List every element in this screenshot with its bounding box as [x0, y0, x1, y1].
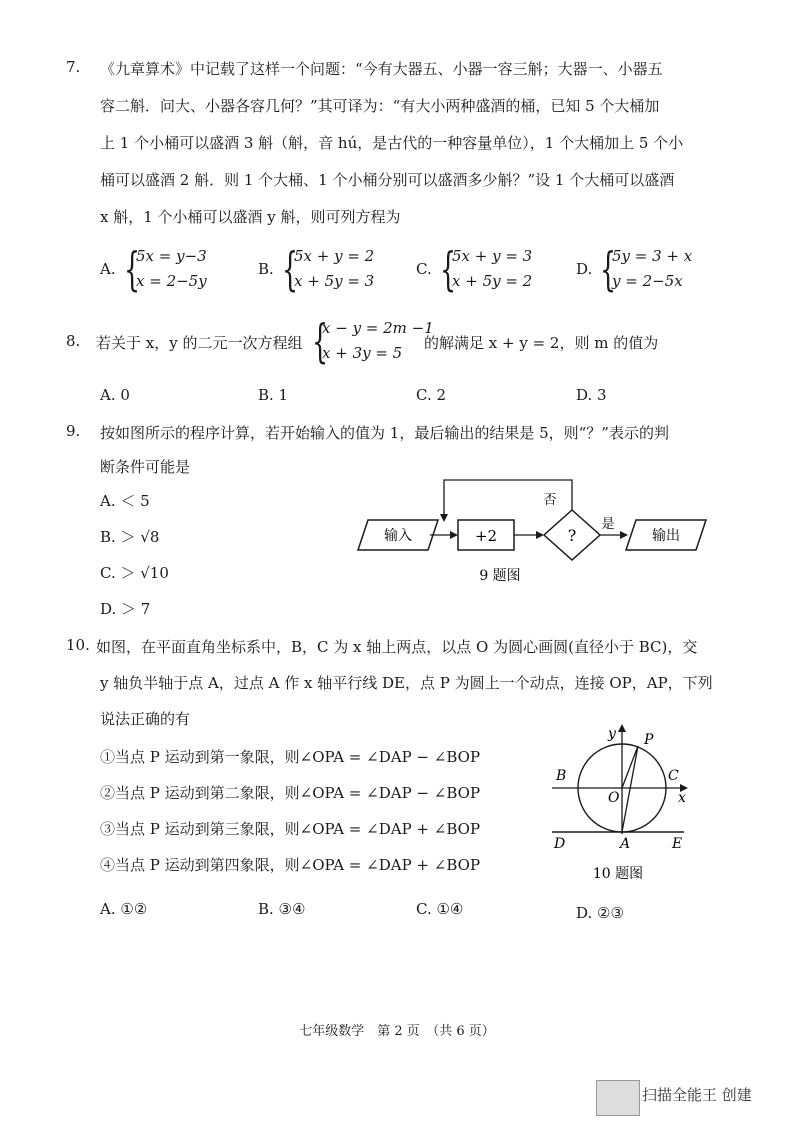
q10-statement-4: ④当点 P 运动到第四象限，则∠OPA = ∠DAP + ∠BOP [100, 856, 481, 874]
q9-option-b[interactable]: B. ＞ √8 [100, 528, 160, 546]
q9-number: 9. [66, 422, 81, 440]
q10-statement-1: ①当点 P 运动到第一象限，则∠OPA = ∠DAP − ∠BOP [100, 748, 481, 766]
q7-option-a-eq2: x = 2−5y [136, 272, 207, 290]
q7-line-5: x 斛，1 个小桶可以盛酒 y 斛，则可列方程为 [100, 208, 401, 226]
label-a: A [620, 836, 631, 852]
q10-number: 10. [66, 636, 90, 654]
q8-option-d[interactable]: D. 3 [576, 386, 607, 404]
flow-no-label: 否 [543, 493, 557, 508]
label-b: B [556, 768, 567, 784]
q10-figure [544, 722, 704, 888]
label-c: C [668, 768, 679, 784]
q10-line-3: 说法正确的有 [100, 710, 191, 728]
q7-line-1: 《九章算术》中记载了这样一个问题：“今有大器五、小器一容三斛；大器一、小器五 [100, 60, 663, 78]
label-d: D [554, 836, 566, 852]
flow-input-label: 输入 [384, 528, 412, 544]
q10-option-a[interactable]: A. ①② [100, 900, 148, 918]
q8-prefix: 若关于 x，y 的二元一次方程组 [96, 334, 303, 352]
label-y: y [608, 726, 616, 742]
brace: { [440, 242, 457, 296]
arrow-icon [440, 514, 448, 522]
flow-yes-label: 是 [601, 517, 615, 532]
q7-option-b-eq2: x + 5y = 3 [294, 272, 375, 290]
label-p: P [644, 732, 654, 748]
flow-add-label: +2 [474, 527, 498, 545]
q7-line-3: 上 1 个小桶可以盛酒 3 斛（斛，音 hú，是古代的一种容量单位），1 个大桶加上 5 个小 [100, 134, 684, 152]
q8-option-a[interactable]: A. 0 [100, 386, 130, 404]
q8-option-c[interactable]: C. 2 [416, 386, 447, 404]
arrow-icon [450, 531, 458, 539]
q8-eq2: x + 3y = 5 [322, 344, 403, 362]
q7-option-b-eq1: 5x + y = 2 [294, 247, 375, 265]
watermark-text: 扫描全能王 创建 [642, 1086, 752, 1104]
q7-option-d-eq2: y = 2−5x [612, 272, 683, 290]
q8-number: 8. [66, 332, 81, 350]
q10-option-d[interactable]: D. ②③ [576, 904, 624, 922]
brace: { [312, 314, 329, 368]
arrow-icon [536, 531, 544, 539]
q7-option-c-label: C. [416, 260, 432, 278]
q7-option-a-eq1: 5x = y−3 [136, 247, 207, 265]
q10-statement-3: ③当点 P 运动到第三象限，则∠OPA = ∠DAP + ∠BOP [100, 820, 481, 838]
q9-figure-caption: 9 题图 [479, 568, 521, 584]
arrow-icon [620, 531, 628, 539]
q7-option-d-eq1: 5y = 3 + x [612, 247, 693, 265]
brace: { [282, 242, 299, 296]
brace: { [124, 242, 141, 296]
q7-option-b-label: B. [258, 260, 274, 278]
arrow-icon [618, 724, 626, 732]
q9-option-a[interactable]: A. ＜ 5 [100, 492, 150, 510]
q10-option-b[interactable]: B. ③④ [258, 900, 306, 918]
q10-option-c[interactable]: C. ①④ [416, 900, 464, 918]
q9-flowchart [350, 468, 710, 588]
q8-eq1: x − y = 2m −1 [322, 319, 434, 337]
q9-option-c[interactable]: C. ＞ √10 [100, 564, 169, 582]
q10-line-2: y 轴负半轴于点 A，过点 A 作 x 轴平行线 DE，点 P 为圆上一个动点，连接 OP，AP，下列 [100, 674, 713, 692]
scanner-logo-icon [596, 1080, 640, 1116]
q10-figure-caption: 10 题图 [592, 866, 644, 882]
q8-suffix: 的解满足 x + y = 2，则 m 的值为 [424, 334, 659, 352]
q7-line-4: 桶可以盛酒 2 斛．则 1 个大桶、1 个小桶分别可以盛酒多少斛？”设 1 个大桶可以盛酒 [100, 171, 675, 189]
q8-option-b[interactable]: B. 1 [258, 386, 289, 404]
q9-option-d[interactable]: D. ＞ 7 [100, 600, 151, 618]
segment-ap [622, 746, 638, 832]
label-e: E [672, 836, 683, 852]
label-o: O [608, 790, 620, 806]
q7-option-d-label: D. [576, 260, 593, 278]
q9-line-1: 按如图所示的程序计算，若开始输入的值为 1，最后输出的结果是 5，则“？”表示的判 [100, 424, 669, 442]
q7-option-c-eq1: 5x + y = 3 [452, 247, 533, 265]
q10-line-1: 如图，在平面直角坐标系中，B，C 为 x 轴上两点，以点 O 为圆心画圆(直径小于 BC)，交 [96, 638, 698, 656]
flow-output-label: 输出 [652, 528, 680, 544]
segment-op [622, 746, 638, 788]
label-x: x [678, 790, 686, 806]
brace: { [600, 242, 617, 296]
q9-line-2: 断条件可能是 [100, 458, 191, 476]
q7-option-a-label: A. [100, 260, 116, 278]
q7-line-2: 容二斛．问大、小器各容几何？”其可译为：“有大小两种盛酒的桶，已知 5 个大桶加 [100, 97, 660, 115]
q7-number: 7. [66, 58, 81, 76]
q7-option-c-eq2: x + 5y = 2 [452, 272, 533, 290]
page-footer: 七年级数学 第 2 页 （共 6 页） [299, 1024, 495, 1039]
q10-statement-2: ②当点 P 运动到第二象限，则∠OPA = ∠DAP − ∠BOP [100, 784, 481, 802]
flow-decision-label: ? [567, 526, 577, 545]
